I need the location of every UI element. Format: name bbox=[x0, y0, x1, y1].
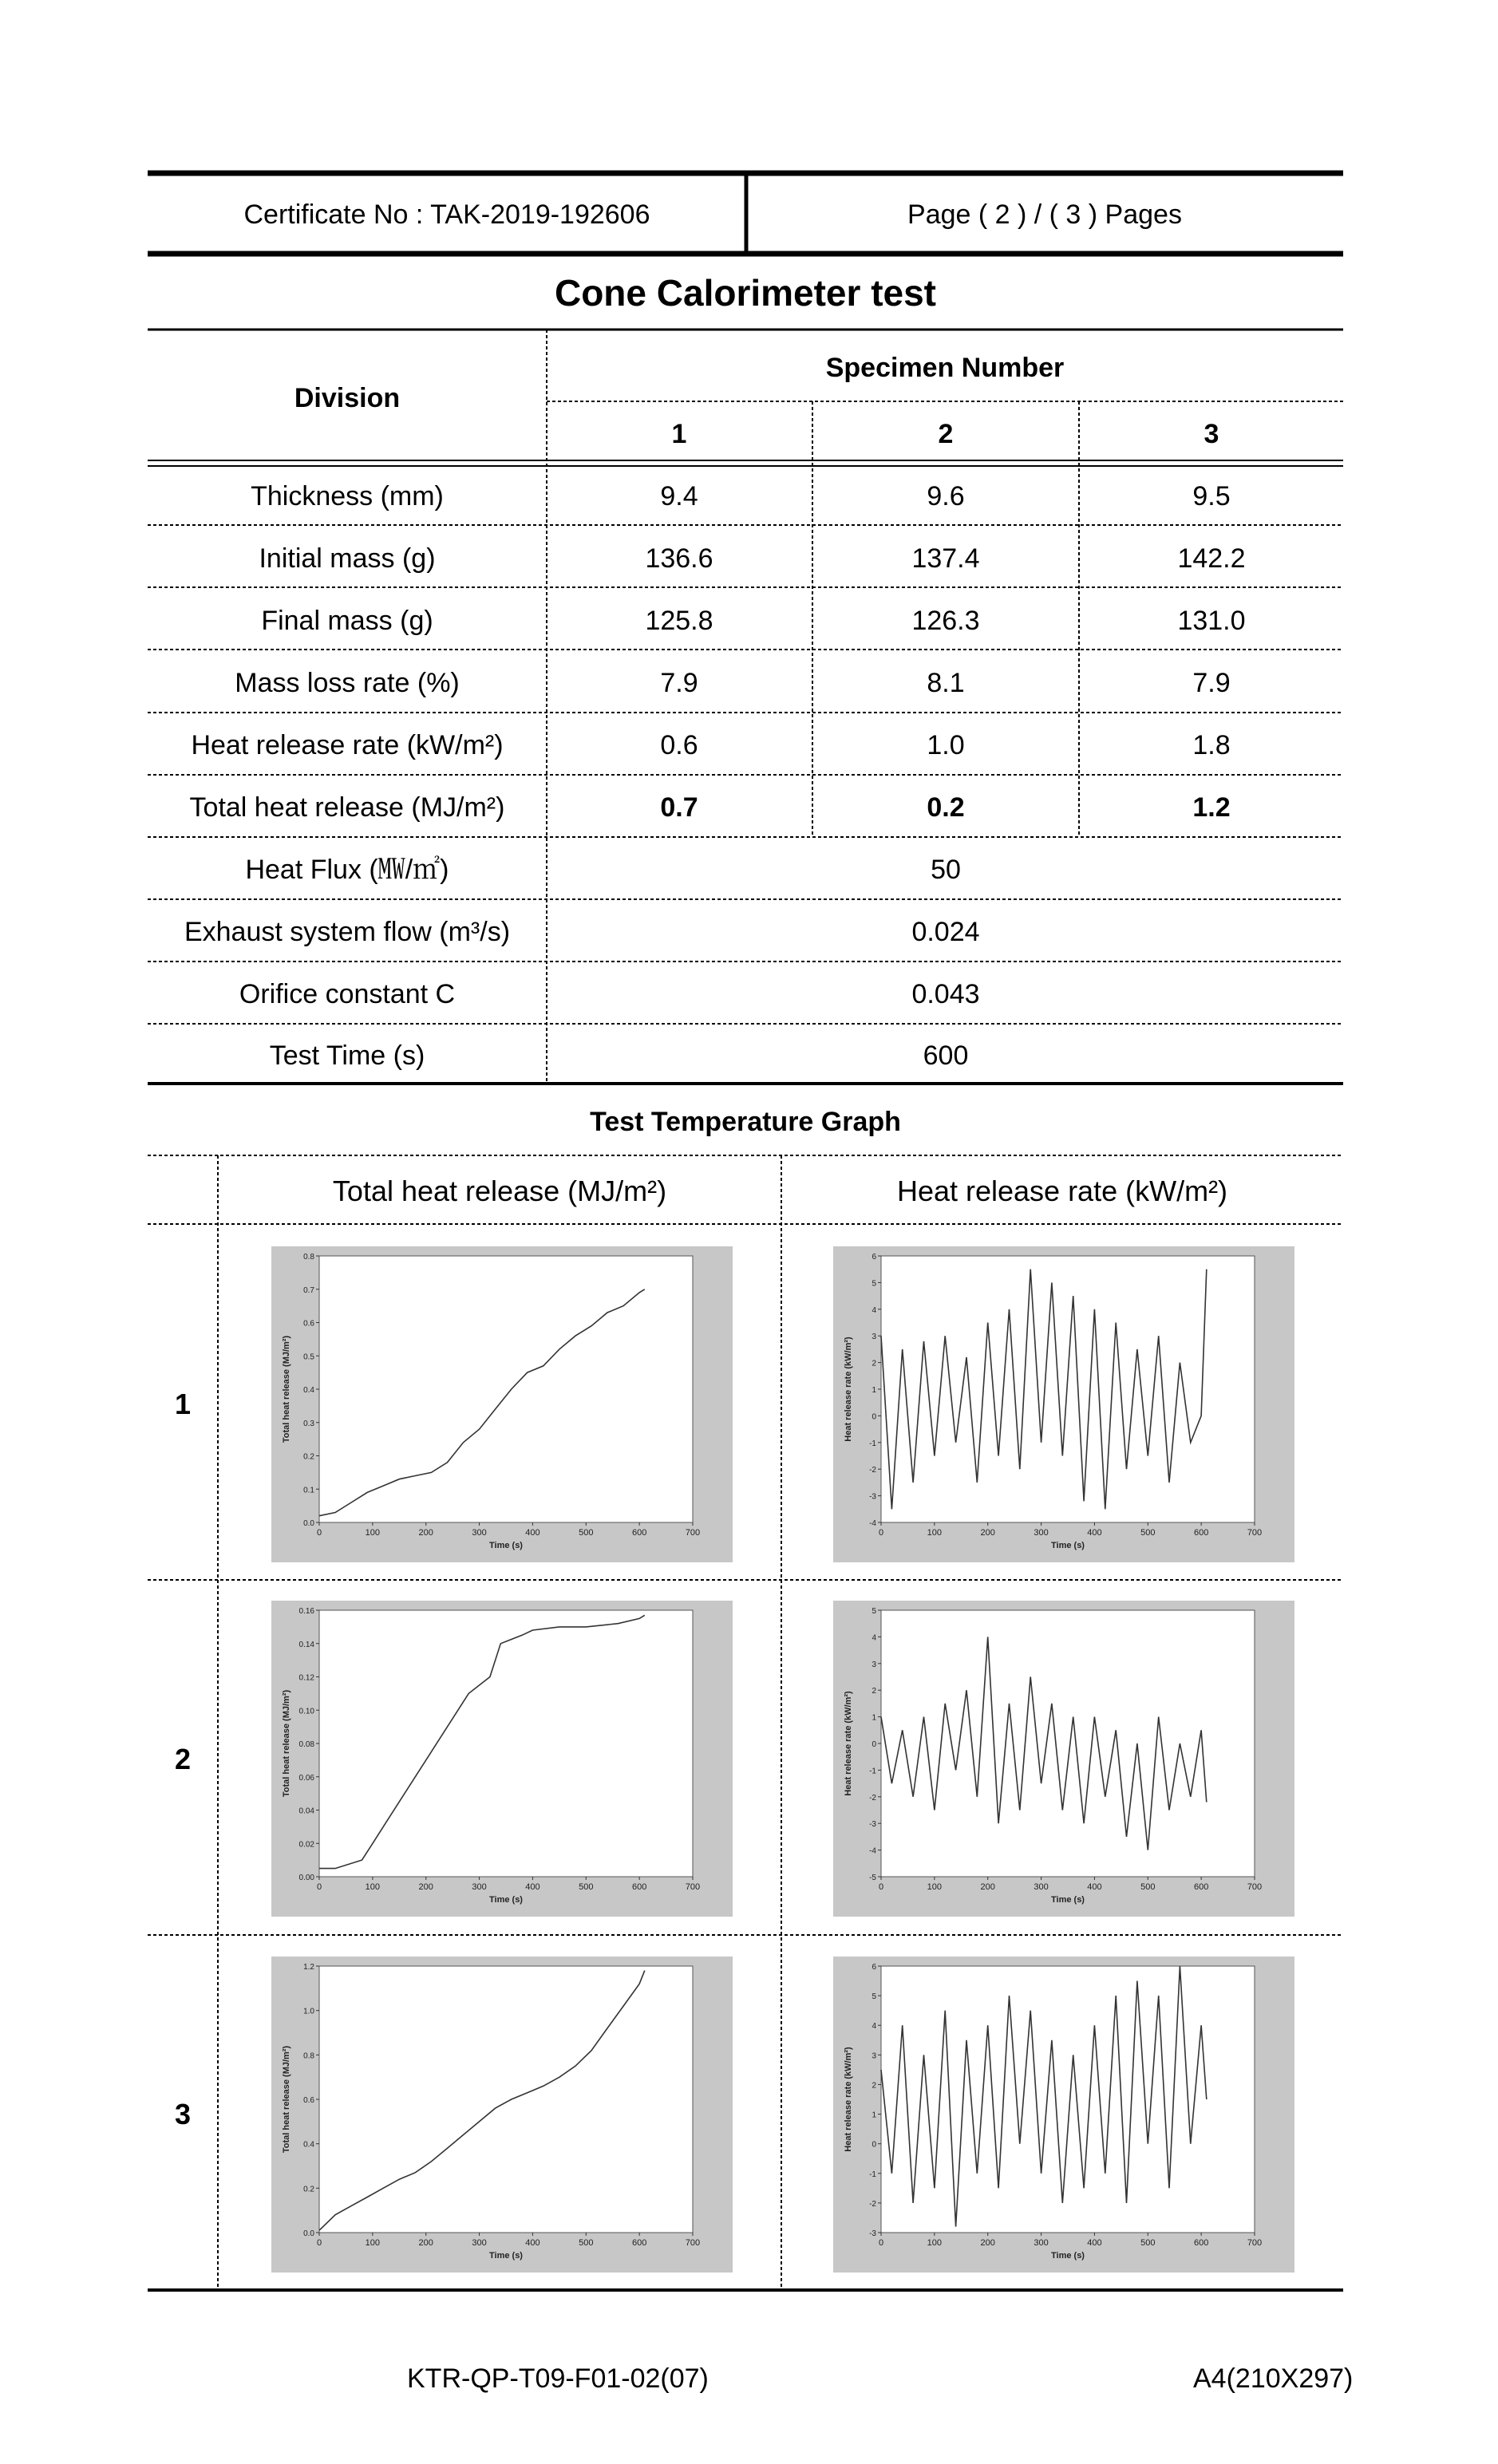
y-tick-label: 3 bbox=[872, 2051, 876, 2061]
x-tick-label: 100 bbox=[365, 2238, 381, 2248]
x-tick-label: 300 bbox=[1034, 2238, 1049, 2248]
x-tick-label: 400 bbox=[525, 1882, 540, 1892]
row-label-heat-flux: Heat Flux (㎿/㎡) bbox=[245, 855, 449, 885]
y-tick-label: 5 bbox=[872, 1279, 876, 1289]
row-label-test-time: Test Time (s) bbox=[269, 1040, 425, 1071]
cell-test-time: 600 bbox=[923, 1040, 969, 1071]
y-tick-label: -2 bbox=[869, 1466, 876, 1475]
y-tick-label: 0.6 bbox=[303, 2096, 314, 2105]
y-tick-label: 6 bbox=[872, 1963, 876, 1972]
x-tick-label: 600 bbox=[631, 1528, 647, 1538]
y-tick-label: 4 bbox=[872, 2022, 876, 2032]
y-tick-label: -2 bbox=[869, 2199, 876, 2209]
cell-initial-mass-1: 136.6 bbox=[645, 543, 713, 574]
chart-heat-release-rate-3 bbox=[833, 1957, 1294, 2272]
x-tick-label: 200 bbox=[418, 2238, 433, 2248]
y-tick-label: 0.4 bbox=[303, 1386, 314, 1395]
cell-exhaust-flow: 0.024 bbox=[911, 917, 980, 947]
y-tick-label: 0.16 bbox=[298, 1607, 314, 1616]
y-tick-label: -1 bbox=[869, 1439, 876, 1448]
x-tick-label: 100 bbox=[927, 1882, 943, 1892]
graph-col-header-heat-release-rate: Heat release rate (kW/m²) bbox=[896, 1175, 1228, 1207]
x-tick-label: 0 bbox=[878, 1528, 884, 1538]
y-tick-label: 0.00 bbox=[298, 1874, 314, 1882]
division-header: Division bbox=[294, 383, 401, 413]
paper-size: A4(210X297) bbox=[1193, 2363, 1354, 2394]
x-tick-label: 500 bbox=[579, 1528, 594, 1538]
graph-col-header-total-heat-release: Total heat release (MJ/m²) bbox=[332, 1175, 667, 1207]
specimen-header-2: 2 bbox=[938, 419, 954, 449]
y-tick-label: 1.0 bbox=[303, 2007, 314, 2016]
y-tick-label: 5 bbox=[872, 1607, 876, 1616]
y-tick-label: -3 bbox=[869, 1492, 876, 1502]
y-tick-label: 0.04 bbox=[298, 1807, 314, 1816]
y-tick-label: -1 bbox=[869, 2170, 876, 2179]
x-tick-label: 300 bbox=[472, 2238, 487, 2248]
row-label-mass-loss-rate: Mass loss rate (%) bbox=[235, 668, 460, 698]
header-block bbox=[148, 173, 1343, 254]
cell-heat-flux: 50 bbox=[931, 855, 961, 885]
y-tick-label: 0.2 bbox=[303, 1452, 314, 1462]
y-tick-label: -5 bbox=[869, 1874, 876, 1882]
x-tick-label: 0 bbox=[878, 1882, 884, 1892]
x-tick-label: 200 bbox=[980, 1528, 995, 1538]
y-tick-label: 1 bbox=[872, 2111, 876, 2120]
cell-final-mass-3: 131.0 bbox=[1177, 606, 1246, 636]
chart-total-heat-release-2 bbox=[271, 1601, 733, 1917]
x-tick-label: 200 bbox=[980, 2238, 995, 2248]
y-axis-label: Total heat release (MJ/m²) bbox=[282, 2045, 291, 2154]
y-axis-label: Total heat release (MJ/m²) bbox=[282, 1335, 291, 1443]
x-tick-label: 700 bbox=[1247, 1882, 1263, 1892]
x-tick-label: 700 bbox=[685, 1528, 701, 1538]
chart-total-heat-release-1 bbox=[271, 1246, 733, 1562]
x-tick-label: 100 bbox=[365, 1528, 381, 1538]
row-label-exhaust-flow: Exhaust system flow (m³/s) bbox=[184, 917, 511, 947]
y-tick-label: 4 bbox=[872, 1633, 876, 1643]
plot-area bbox=[881, 1966, 1255, 2233]
y-axis-label: Heat release rate (kW/m²) bbox=[844, 1337, 853, 1442]
graph-row-label-2: 2 bbox=[174, 1743, 192, 1775]
y-tick-label: 0.06 bbox=[298, 1773, 314, 1783]
specimen-header-3: 3 bbox=[1204, 419, 1219, 449]
y-tick-label: -2 bbox=[869, 1793, 876, 1803]
y-tick-label: 0 bbox=[872, 2140, 876, 2150]
row-label-orifice-constant: Orifice constant C bbox=[239, 979, 456, 1009]
row-label-final-mass: Final mass (g) bbox=[261, 606, 433, 636]
x-tick-label: 600 bbox=[631, 2238, 647, 2248]
y-tick-label: 0.08 bbox=[298, 1740, 314, 1749]
row-label-initial-mass: Initial mass (g) bbox=[259, 543, 436, 574]
y-tick-label: 3 bbox=[872, 1660, 876, 1669]
x-tick-label: 300 bbox=[472, 1528, 487, 1538]
graph-row-label-1: 1 bbox=[174, 1388, 192, 1420]
y-tick-label: 0.8 bbox=[303, 1253, 314, 1262]
x-tick-label: 600 bbox=[1193, 2238, 1209, 2248]
x-tick-label: 0 bbox=[316, 1882, 322, 1892]
y-tick-label: 0.4 bbox=[303, 2140, 314, 2150]
page-title: Cone Calorimeter test bbox=[554, 272, 937, 314]
cell-total-heat-release-3: 1.2 bbox=[1192, 792, 1231, 823]
cell-mass-loss-rate-3: 7.9 bbox=[1192, 668, 1231, 698]
y-tick-label: 1.2 bbox=[303, 1963, 314, 1972]
cell-initial-mass-3: 142.2 bbox=[1177, 543, 1246, 574]
x-tick-label: 300 bbox=[1034, 1882, 1049, 1892]
y-tick-label: 0.0 bbox=[303, 2229, 314, 2238]
y-tick-label: 1 bbox=[872, 1713, 876, 1723]
x-tick-label: 400 bbox=[525, 2238, 540, 2248]
cell-thickness-3: 9.5 bbox=[1192, 481, 1231, 511]
y-tick-label: -3 bbox=[869, 2229, 876, 2238]
x-tick-label: 400 bbox=[1087, 1528, 1102, 1538]
chart-heat-release-rate-1 bbox=[833, 1246, 1294, 1562]
x-tick-label: 100 bbox=[927, 2238, 943, 2248]
y-tick-label: 6 bbox=[872, 1253, 876, 1262]
x-tick-label: 0 bbox=[316, 2238, 322, 2248]
y-tick-label: 0.2 bbox=[303, 2185, 314, 2194]
x-tick-label: 100 bbox=[927, 1528, 943, 1538]
x-axis-label: Time (s) bbox=[1051, 2251, 1085, 2261]
x-tick-label: 500 bbox=[579, 2238, 594, 2248]
cell-heat-release-rate-1: 0.6 bbox=[660, 730, 698, 760]
specimen-header-1: 1 bbox=[671, 419, 687, 449]
y-axis-label: Heat release rate (kW/m²) bbox=[844, 1691, 853, 1796]
y-tick-label: 2 bbox=[872, 1359, 876, 1368]
y-tick-label: 2 bbox=[872, 2081, 876, 2091]
graph-section-title: Test Temperature Graph bbox=[590, 1107, 901, 1137]
plot-area bbox=[881, 1256, 1255, 1522]
y-axis-label: Total heat release (MJ/m²) bbox=[282, 1689, 291, 1798]
graph-row-label-3: 3 bbox=[174, 2098, 192, 2130]
page-number: Page ( 2 ) / ( 3 ) Pages bbox=[907, 199, 1182, 230]
x-tick-label: 700 bbox=[1247, 1528, 1263, 1538]
row-label-thickness: Thickness (mm) bbox=[251, 481, 444, 511]
y-tick-label: 0.3 bbox=[303, 1419, 314, 1428]
x-tick-label: 300 bbox=[1034, 1528, 1049, 1538]
y-tick-label: -4 bbox=[869, 1519, 876, 1528]
specimen-number-header: Specimen Number bbox=[825, 353, 1065, 383]
x-axis-label: Time (s) bbox=[489, 1541, 523, 1550]
cell-initial-mass-2: 137.4 bbox=[911, 543, 980, 574]
cell-heat-release-rate-2: 1.0 bbox=[927, 730, 965, 760]
y-tick-label: 2 bbox=[872, 1687, 876, 1696]
x-tick-label: 400 bbox=[1087, 2238, 1102, 2248]
row-label-total-heat-release: Total heat release (MJ/m²) bbox=[189, 792, 505, 823]
certificate-number: Certificate No : TAK-2019-192606 bbox=[243, 199, 650, 230]
cell-total-heat-release-1: 0.7 bbox=[660, 792, 698, 823]
x-axis-label: Time (s) bbox=[1051, 1541, 1085, 1550]
cell-heat-release-rate-3: 1.8 bbox=[1192, 730, 1231, 760]
y-tick-label: 0.5 bbox=[303, 1352, 314, 1362]
x-tick-label: 300 bbox=[472, 1882, 487, 1892]
y-tick-label: 0.14 bbox=[298, 1640, 314, 1649]
cell-mass-loss-rate-1: 7.9 bbox=[660, 668, 698, 698]
cell-mass-loss-rate-2: 8.1 bbox=[927, 668, 965, 698]
x-tick-label: 700 bbox=[685, 1882, 701, 1892]
y-tick-label: 0 bbox=[872, 1412, 876, 1422]
x-axis-label: Time (s) bbox=[489, 2251, 523, 2261]
y-tick-label: 1 bbox=[872, 1386, 876, 1395]
y-tick-label: 3 bbox=[872, 1333, 876, 1342]
y-tick-label: -4 bbox=[869, 1846, 876, 1856]
y-tick-label: 0.10 bbox=[298, 1707, 314, 1716]
x-tick-label: 600 bbox=[631, 1882, 647, 1892]
cell-total-heat-release-2: 0.2 bbox=[927, 792, 965, 823]
y-tick-label: 0.02 bbox=[298, 1840, 314, 1850]
x-tick-label: 700 bbox=[685, 2238, 701, 2248]
x-axis-label: Time (s) bbox=[1051, 1895, 1085, 1905]
x-tick-label: 0 bbox=[878, 2238, 884, 2248]
cell-final-mass-2: 126.3 bbox=[911, 606, 980, 636]
y-axis-label: Heat release rate (kW/m²) bbox=[844, 2047, 853, 2152]
x-tick-label: 200 bbox=[418, 1528, 433, 1538]
x-tick-label: 700 bbox=[1247, 2238, 1263, 2248]
x-tick-label: 400 bbox=[1087, 1882, 1102, 1892]
chart-total-heat-release-3 bbox=[271, 1957, 733, 2272]
x-tick-label: 500 bbox=[1140, 1882, 1156, 1892]
y-tick-label: 0.1 bbox=[303, 1486, 314, 1495]
y-tick-label: 0 bbox=[872, 1740, 876, 1749]
y-tick-label: 4 bbox=[872, 1305, 876, 1315]
x-tick-label: 600 bbox=[1193, 1528, 1209, 1538]
x-tick-label: 500 bbox=[1140, 2238, 1156, 2248]
y-tick-label: -1 bbox=[869, 1767, 876, 1776]
y-tick-label: 5 bbox=[872, 1992, 876, 2002]
x-tick-label: 200 bbox=[980, 1882, 995, 1892]
x-axis-label: Time (s) bbox=[489, 1895, 523, 1905]
x-tick-label: 600 bbox=[1193, 1882, 1209, 1892]
cell-thickness-1: 9.4 bbox=[660, 481, 698, 511]
y-tick-label: 0.7 bbox=[303, 1285, 314, 1295]
x-tick-label: 0 bbox=[316, 1528, 322, 1538]
results-table bbox=[148, 330, 1343, 1084]
cell-thickness-2: 9.6 bbox=[927, 481, 965, 511]
x-tick-label: 400 bbox=[525, 1528, 540, 1538]
plot-area bbox=[319, 1610, 693, 1877]
y-tick-label: -3 bbox=[869, 1820, 876, 1830]
row-label-heat-release-rate: Heat release rate (kW/m²) bbox=[191, 730, 504, 760]
plot-area bbox=[319, 1256, 693, 1522]
y-tick-label: 0.8 bbox=[303, 2051, 314, 2061]
x-tick-label: 200 bbox=[418, 1882, 433, 1892]
y-tick-label: 0.12 bbox=[298, 1673, 314, 1683]
chart-heat-release-rate-2 bbox=[833, 1601, 1294, 1917]
cell-final-mass-1: 125.8 bbox=[645, 606, 713, 636]
cell-orifice-constant: 0.043 bbox=[911, 979, 980, 1009]
x-tick-label: 100 bbox=[365, 1882, 381, 1892]
form-code: KTR-QP-T09-F01-02(07) bbox=[407, 2363, 709, 2394]
x-tick-label: 500 bbox=[1140, 1528, 1156, 1538]
y-tick-label: 0.0 bbox=[303, 1519, 314, 1528]
x-tick-label: 500 bbox=[579, 1882, 594, 1892]
y-tick-label: 0.6 bbox=[303, 1319, 314, 1329]
